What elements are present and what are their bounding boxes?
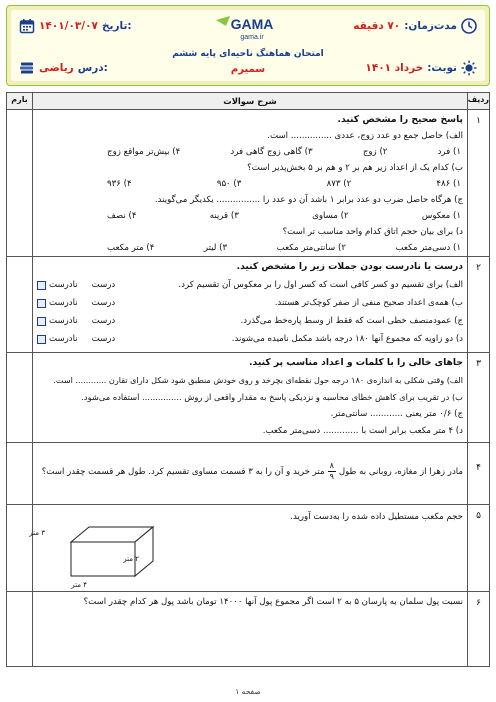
subject-label: درس: — [77, 62, 108, 74]
question-score — [7, 592, 33, 666]
option[interactable]: ۲) زوج — [362, 147, 388, 157]
calendar-icon — [19, 18, 35, 34]
question-number: ۵ — [467, 505, 489, 591]
question-content — [37, 443, 463, 504]
false-option[interactable] — [37, 296, 78, 310]
question-number: ۶ — [467, 592, 489, 666]
q1-part-a: الف) حاصل جمع دو عدد زوج، عددی ............... است. — [267, 131, 463, 141]
true-label: درست — [91, 298, 116, 308]
question-number: ۴ — [467, 443, 489, 504]
q3-item-b: ب) در تقریب برای کاهش خطای محاسبه و نزدیکی پاسخ به مقدار واقعی از روش ............... استفاده می‌شود. — [81, 392, 463, 402]
q2-item-c: ج) عمودمنصف خطی است که فقط از وسط پاره‌خط می‌گذرد. — [240, 316, 463, 326]
q2-item-b: ب) همه‌ی اعداد صحیح منفی از صفر کوچک‌تر هستند. — [274, 298, 463, 308]
q6-text: نسبت پول سلمان به پارسان ۵ به ۲ است اگر مجموع پول آنها ۱۴۰۰۰ تومان باشد پول هر کدام چقدر است؟ — [83, 597, 463, 607]
exam-title: امتحان هماهنگ ناحیه‌ای پایه ششم — [172, 49, 324, 59]
question-2 — [7, 257, 489, 353]
checkbox[interactable] — [37, 281, 46, 290]
checkbox[interactable] — [37, 317, 46, 326]
q2-item-a: الف) برای تقسیم دو کسر کافی است که کسر اول را بر معکوس آن تقسیم کرد. — [178, 280, 463, 290]
fraction — [328, 461, 336, 482]
option[interactable]: ۳) ۹۵۰ — [216, 179, 242, 189]
exam-city: سمیرم — [230, 64, 266, 75]
q5-text: حجم مکعب مستطیل داده شده را به‌دست آورید. — [290, 512, 463, 522]
q1-b-options — [107, 177, 461, 191]
checkbox[interactable] — [37, 335, 46, 344]
question-score — [7, 505, 33, 591]
question-content — [37, 353, 463, 442]
false-option[interactable] — [37, 332, 78, 346]
clock-icon — [461, 18, 477, 34]
question-score — [7, 353, 33, 442]
date-label: تاریخ: — [101, 20, 132, 32]
gama-logo — [212, 14, 284, 42]
true-option[interactable] — [92, 314, 116, 328]
false-option[interactable] — [37, 314, 78, 328]
false-label: نادرست — [49, 334, 78, 344]
logo-text: GAMA — [230, 16, 274, 32]
true-option[interactable] — [92, 278, 116, 292]
fraction-denominator: ۹ — [329, 472, 334, 481]
option[interactable]: ۳) لیتر — [203, 243, 228, 253]
q4-text-after: متر خرید و آن را به ۳ قسمت مساوی تقسیم کرد. طول هر قسمت چقدر است؟ — [41, 466, 325, 477]
option[interactable]: ۴) نصف — [107, 211, 137, 221]
true-false-group — [37, 332, 115, 346]
question-5 — [7, 505, 489, 592]
questions-table — [6, 92, 490, 667]
fraction-numerator: ۸ — [329, 461, 334, 470]
option[interactable]: ۴) بیش‌تر مواقع زوج — [107, 147, 181, 157]
false-label: نادرست — [49, 280, 78, 290]
subject-value: ریاضی — [39, 62, 74, 74]
question-score — [7, 443, 33, 504]
sun-icon — [461, 60, 477, 76]
exam-page — [6, 5, 490, 697]
q2-item-d: د) دو زاویه که مجموع آنها ۱۸۰ درجه باشد مکمل نامیده می‌شوند. — [231, 334, 463, 344]
question-6 — [7, 592, 489, 666]
question-content — [37, 592, 463, 666]
exam-header — [6, 5, 490, 86]
option[interactable]: ۴) ۹۳۶ — [107, 179, 132, 189]
cuboid-figure — [29, 515, 163, 589]
q4-text-before: مادر زهرا از مغازه، روبانی به طول — [338, 466, 463, 477]
true-false-group — [37, 296, 115, 310]
subject — [19, 60, 108, 76]
date — [19, 18, 132, 34]
option[interactable]: ۱) معکوس — [421, 211, 461, 221]
dim-depth-label: ۲ متر — [123, 555, 139, 563]
question-1 — [7, 110, 489, 257]
logo-subtext: gama.ir — [240, 34, 264, 41]
option[interactable]: ۲) سانتی‌متر مکعب — [276, 243, 346, 253]
question-number: ۳ — [467, 353, 489, 442]
q1-part-b: ب) کدام یک از اعداد زیر هم بر ۲ و هم بر ۵ بخش‌پذیر است؟ — [247, 163, 463, 173]
q1-a-options — [107, 145, 461, 159]
shift — [365, 60, 477, 76]
question-title: جاهای خالی را با کلمات و اعداد مناسب پر کنید. — [249, 357, 463, 368]
q3-item-a: الف) وقتی شکلی به اندازه‌ی ۱۸۰ درجه حول نقطه‌ای بچرخد و روی خودش منطبق شود شکل دارای تقارن ............ است. — [53, 375, 463, 385]
q3-item-c: ج) ۰/۶ متر یعنی ............ سانتی‌متر. — [330, 409, 463, 419]
q1-part-c: ج) هرگاه حاصل ضرب دو عدد برابر ۱ باشد آن دو عدد را ................ یکدیگر می‌گویند. — [154, 195, 463, 205]
q3-item-d: د) ۴ متر مکعب برابر است با ............. دسی‌متر مکعب. — [262, 426, 463, 436]
option[interactable]: ۱) فرد — [437, 147, 461, 157]
shift-label: نوبت: — [427, 62, 457, 74]
true-option[interactable] — [92, 332, 116, 346]
question-score — [7, 110, 33, 256]
books-icon — [19, 60, 35, 76]
option[interactable]: ۴) متر مکعب — [107, 243, 155, 253]
option[interactable]: ۲) ۸۷۳ — [326, 179, 352, 189]
true-label: درست — [91, 280, 116, 290]
question-content — [37, 110, 463, 256]
question-number: ۲ — [467, 257, 489, 352]
question-number: ۱ — [467, 110, 489, 256]
true-false-group — [37, 278, 115, 292]
dim-height-label: ۳ متر — [29, 529, 45, 537]
col-num-header: ردیف — [467, 93, 489, 109]
date-value: ۱۴۰۱/۰۳/۰۷ — [39, 20, 98, 32]
question-title: پاسخ صحیح را مشخص کنید. — [337, 114, 463, 125]
true-label: درست — [91, 316, 116, 326]
dim-width-label: ۴ متر — [71, 581, 87, 589]
question-score — [7, 257, 33, 352]
q1-part-d: د) برای بیان حجم اتاق کدام واحد مناسب تر است؟ — [282, 227, 463, 237]
option[interactable]: ۳) قرینه — [209, 211, 239, 221]
checkbox[interactable] — [37, 299, 46, 308]
question-content — [29, 505, 463, 591]
col-desc-header: شرح سوالات — [223, 96, 277, 106]
q1-c-options — [107, 209, 461, 223]
shift-value: خرداد ۱۴۰۱ — [365, 62, 424, 74]
true-option[interactable] — [92, 296, 116, 310]
page-number: صفحه ۱ — [235, 687, 261, 696]
duration-value: ۷۰ دقیقه — [353, 20, 401, 32]
duration-label: مدت‌زمان: — [404, 20, 457, 32]
option[interactable]: ۱) ۴۸۶ — [436, 179, 461, 189]
question-content — [37, 257, 463, 352]
option[interactable]: ۳) گاهی زوج گاهی فرد — [230, 147, 313, 157]
q1-d-options — [107, 241, 461, 255]
option[interactable]: ۱) دسی‌متر مکعب — [395, 243, 461, 253]
true-label: درست — [91, 334, 116, 344]
true-false-group — [37, 314, 115, 328]
false-option[interactable] — [37, 278, 78, 292]
gama-logo-icon — [212, 14, 284, 42]
q4-text — [37, 461, 463, 482]
false-label: نادرست — [49, 316, 78, 326]
col-score-header: بارم — [7, 93, 33, 109]
table-header-row — [7, 93, 489, 110]
false-label: نادرست — [49, 298, 78, 308]
option[interactable]: ۲) مساوی — [312, 211, 349, 221]
duration — [353, 18, 477, 34]
question-title: درست یا نادرست بودن جملات زیر را مشخص کنید. — [236, 261, 463, 272]
question-4 — [7, 443, 489, 505]
question-3 — [7, 353, 489, 443]
